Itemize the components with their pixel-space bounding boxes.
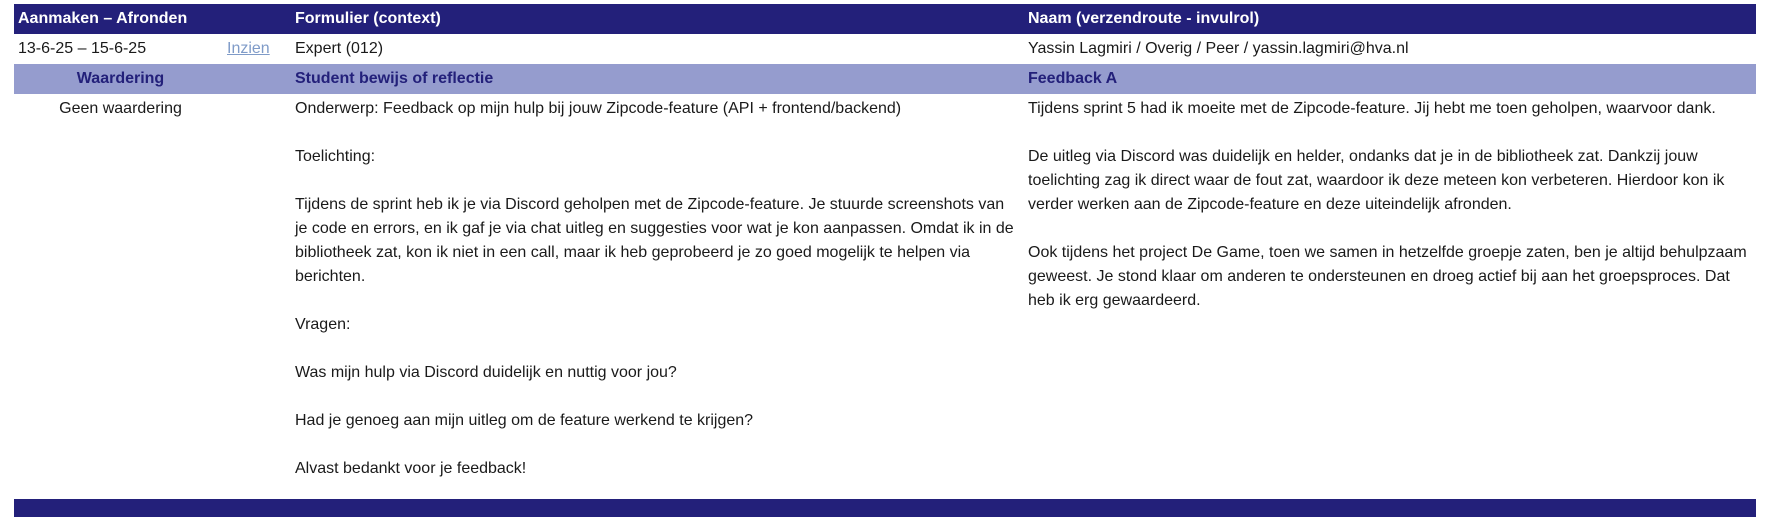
student-paragraph: Toelichting: [295, 148, 376, 165]
feedback-table-container [14, 4, 1756, 517]
next-header-bar [14, 499, 1756, 517]
feedback-paragraph: De uitleg via Discord was duidelijk en helder, ondanks dat je in de bibliotheek zat. Dankzij jouw toelichting zag ik direct waar de fout zat, waardoor ik deze meteen kon verbeteren. Hierdoor kon ik verder werken aan de Zipcode-feature en deze uiteindelijk afronden. [1028, 148, 1725, 213]
table-row [14, 34, 1756, 64]
feedback-paragraph: Tijdens sprint 5 had ik moeite met de Zipcode-feature. Jij hebt me toen geholpen, waarvoor dank. [1028, 100, 1716, 117]
student-paragraph: Vragen: [295, 316, 351, 333]
subheader-spacer [227, 64, 291, 94]
content-spacer [227, 94, 291, 499]
subheader-student-evidence: Student bewijs of reflectie [291, 64, 1024, 94]
feedback-paragraph: Ook tijdens het project De Game, toen we samen in hetzelfde groepje zaten, ben je altijd behulpzaam geweest. Je stond klaar om anderen te ondersteunen en droeg actief bij aan het groepsproces. Dat heb ik erg gewaardeerd. [1028, 244, 1747, 309]
student-paragraph: Had je genoeg aan mijn uitleg om de feature werkend te krijgen? [295, 412, 754, 429]
rating-value: Geen waardering [59, 100, 182, 117]
student-paragraph: Tijdens de sprint heb ik je via Discord geholpen met de Zipcode-feature. Je stuurde screenshots van je code en errors, en ik gaf je via chat uitleg en suggesties voor wat je kon aanpassen. Omdat ik in de bibliotheek zat, kon ik niet in een call, maar ik heb geprobeerd je zo goed mogelijk te helpen via berichten. [295, 196, 1014, 285]
feedback-table [14, 4, 1756, 517]
subheader-rating: Waardering [14, 64, 227, 94]
entry-name: Yassin Lagmiri / Overig / Peer / yassin.lagmiri@hva.nl [1024, 34, 1756, 64]
student-paragraph: Onderwerp: Feedback op mijn hulp bij jouw Zipcode-feature (API + frontend/backend) [295, 100, 902, 117]
subheader-feedback: Feedback A [1024, 64, 1756, 94]
header-form-context: Formulier (context) [291, 4, 1024, 34]
view-link[interactable]: Inzien [227, 40, 270, 57]
table-subheader-row [14, 64, 1756, 94]
entry-form: Expert (012) [291, 34, 1024, 64]
view-link-cell [227, 34, 291, 64]
table-row [14, 94, 1756, 499]
next-table-header-row [14, 499, 1756, 517]
student-evidence-text [291, 94, 1024, 499]
student-paragraph: Alvast bedankt voor je feedback! [295, 460, 527, 477]
header-created-completed: Aanmaken – Afronden [14, 4, 291, 34]
entry-dates: 13-6-25 – 15-6-25 [14, 34, 227, 64]
feedback-text [1024, 94, 1756, 499]
header-name-route: Naam (verzendroute - invulrol) [1024, 4, 1756, 34]
student-paragraph: Was mijn hulp via Discord duidelijk en nuttig voor jou? [295, 364, 677, 381]
table-header-row [14, 4, 1756, 34]
